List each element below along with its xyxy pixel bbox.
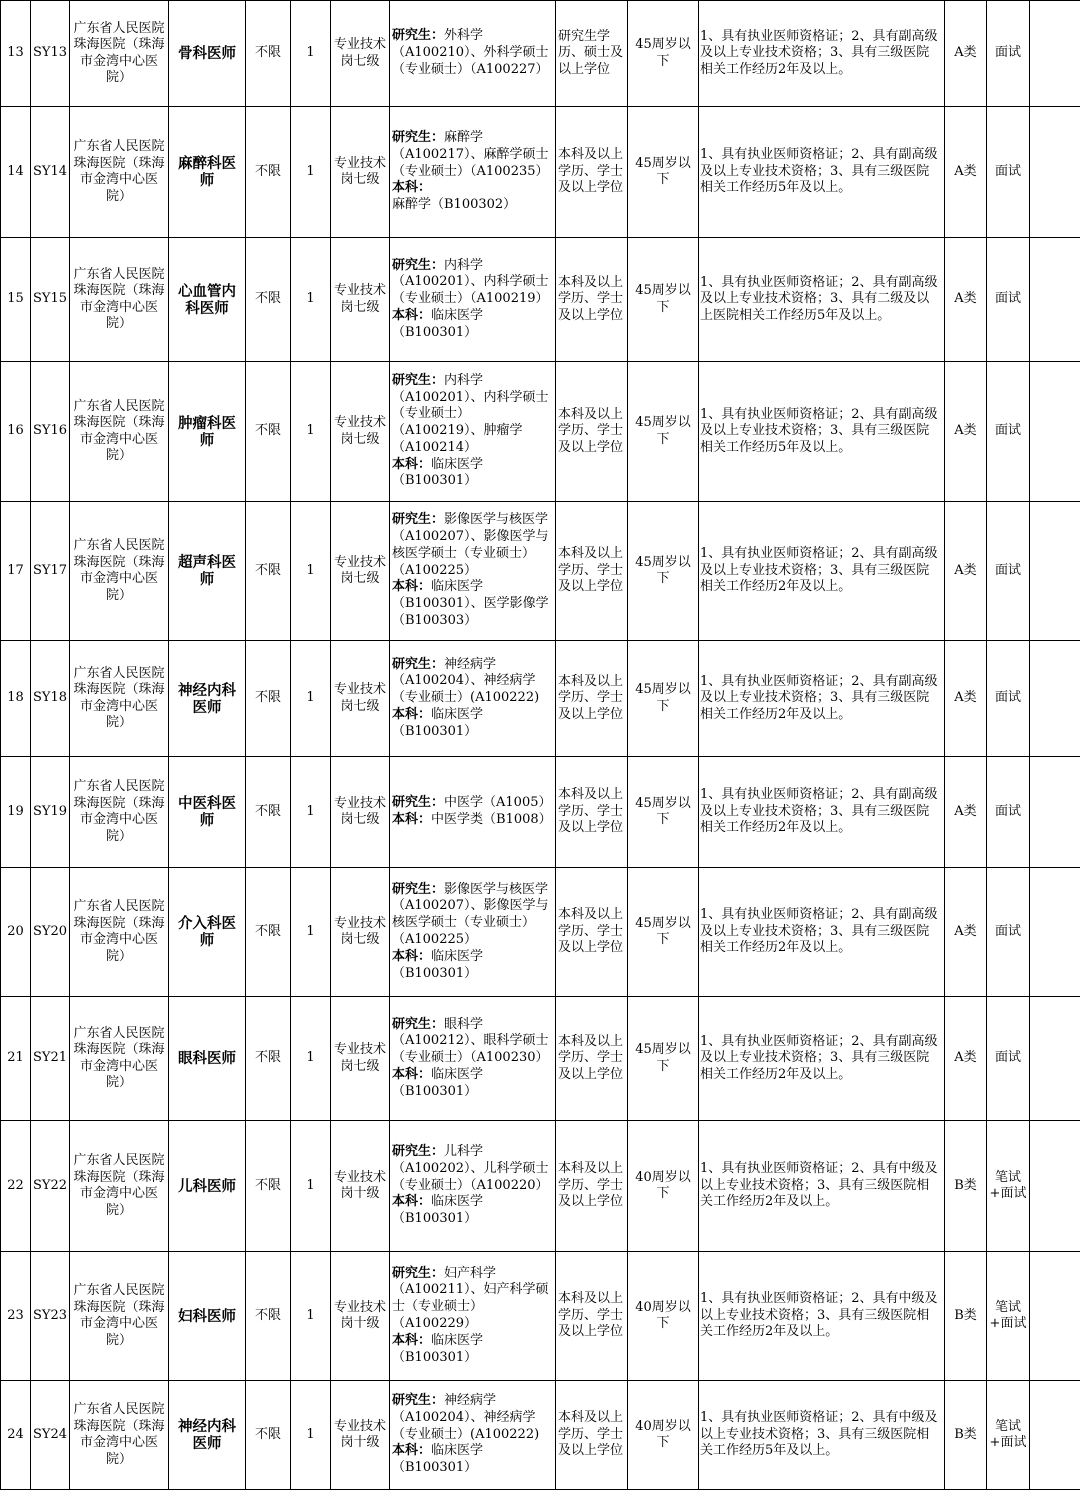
exam-method-cell: 面试 bbox=[987, 757, 1030, 868]
education-cell: 本科及以上学历、学士及以上学位 bbox=[556, 997, 628, 1121]
education-cell: 本科及以上学历、学士及以上学位 bbox=[556, 362, 628, 502]
other-requirements-cell bbox=[699, 1252, 945, 1381]
education-cell: 本科及以上学历、学士及以上学位 bbox=[556, 641, 628, 757]
table-body bbox=[1, 1, 1080, 1490]
requirement-line: 1、具有执业医师资格证； bbox=[700, 1410, 851, 1425]
requirement-line: 3、具有三级医院相关工作经历2年及以上。 bbox=[700, 563, 929, 595]
major-list-text: 临床医学（B100301） bbox=[392, 308, 483, 340]
employer-cell: 广东省人民医院珠海医院（珠海市金湾中心医院） bbox=[70, 997, 169, 1121]
degree-level-label: 研究生： bbox=[392, 1266, 444, 1281]
age-limit-cell: 45周岁以下 bbox=[628, 362, 699, 502]
degree-level-label: 研究生： bbox=[392, 130, 444, 145]
table-row bbox=[1, 1, 1080, 107]
education-cell: 本科及以上学历、学士及以上学位 bbox=[556, 238, 628, 362]
age-limit-cell: 45周岁以下 bbox=[628, 641, 699, 757]
age-limit-cell: 45周岁以下 bbox=[628, 502, 699, 641]
table-row bbox=[1, 1121, 1080, 1252]
degree-level-label: 研究生： bbox=[392, 795, 444, 810]
major-list-text: 眼科学（A100212）、眼科学硕士（专业硕士）（A100230） bbox=[392, 1017, 549, 1066]
education-cell: 本科及以上学历、学士及以上学位 bbox=[556, 757, 628, 868]
headcount-cell: 1 bbox=[291, 1381, 331, 1490]
row-number-cell: 24 bbox=[1, 1381, 31, 1490]
degree-level-label: 本科： bbox=[392, 707, 431, 722]
position-code-cell: SY21 bbox=[31, 997, 70, 1121]
row-number-cell: 21 bbox=[1, 997, 31, 1121]
requirement-line: 2、具有副高级及以上专业技术资格； bbox=[700, 787, 938, 819]
requirement-line: 1、具有执业医师资格证； bbox=[700, 674, 851, 689]
education-cell: 本科及以上学历、学士及以上学位 bbox=[556, 107, 628, 238]
exam-category-cell: A类 bbox=[945, 238, 987, 362]
major-list-text: 影像医学与核医学（A100207）、影像医学与核医学硕士（专业硕士）（A100225） bbox=[392, 882, 549, 947]
exam-category-cell: A类 bbox=[945, 1, 987, 107]
exam-method-cell: 面试 bbox=[987, 238, 1030, 362]
headcount-cell: 1 bbox=[291, 868, 331, 997]
remarks-cell bbox=[1030, 502, 1080, 641]
gender-cell: 不限 bbox=[246, 238, 291, 362]
exam-category-cell: A类 bbox=[945, 502, 987, 641]
other-requirements-cell bbox=[699, 757, 945, 868]
requirement-line: 2、具有副高级及以上专业技术资格； bbox=[700, 674, 938, 706]
remarks-cell bbox=[1030, 1252, 1080, 1381]
requirement-line: 3、具有三级医院相关工作经历5年及以上。 bbox=[700, 1427, 929, 1459]
requirement-line: 3、具有三级医院相关工作经历2年及以上。 bbox=[700, 1178, 929, 1210]
requirement-line: 3、具有三级医院相关工作经历2年及以上。 bbox=[700, 804, 929, 836]
requirement-line: 2、具有副高级及以上专业技术资格； bbox=[700, 407, 938, 439]
requirement-line: 3、具有三级医院相关工作经历2年及以上。 bbox=[700, 924, 929, 956]
exam-category-cell: A类 bbox=[945, 997, 987, 1121]
major-list-text: 麻醉学（A100217）、麻醉学硕士（专业硕士）（A100235） bbox=[392, 130, 549, 179]
requirement-line: 2、具有中级及以上专业技术资格； bbox=[700, 1161, 938, 1193]
remarks-cell bbox=[1030, 1, 1080, 107]
employer-cell: 广东省人民医院珠海医院（珠海市金湾中心医院） bbox=[70, 1, 169, 107]
position-name-cell: 中医科医师 bbox=[169, 757, 246, 868]
degree-level-label: 本科： bbox=[392, 1443, 431, 1458]
requirement-line: 3、具有三级医院相关工作经历2年及以上。 bbox=[700, 45, 929, 77]
row-number-cell: 20 bbox=[1, 868, 31, 997]
remarks-cell bbox=[1030, 362, 1080, 502]
requirement-line: 3、具有三级医院相关工作经历2年及以上。 bbox=[700, 1308, 929, 1340]
major-requirement-cell bbox=[390, 997, 556, 1121]
degree-level-label: 本科： bbox=[392, 1194, 431, 1209]
remarks-cell bbox=[1030, 1121, 1080, 1252]
gender-cell: 不限 bbox=[246, 757, 291, 868]
major-list-text: 临床医学（B100301） bbox=[392, 1333, 483, 1365]
major-list-text: 临床医学（B100301） bbox=[392, 707, 483, 739]
other-requirements-cell bbox=[699, 1381, 945, 1490]
education-cell: 本科及以上学历、学士及以上学位 bbox=[556, 1252, 628, 1381]
position-code-cell: SY15 bbox=[31, 238, 70, 362]
position-name-cell: 超声科医师 bbox=[169, 502, 246, 641]
degree-level-label: 研究生： bbox=[392, 657, 444, 672]
post-level-cell: 专业技术岗七级 bbox=[331, 107, 390, 238]
requirement-line: 1、具有执业医师资格证； bbox=[700, 147, 851, 162]
major-list-text: 外科学（A100210）、外科学硕士（专业硕士）（A100227） bbox=[392, 28, 549, 77]
position-name-cell: 儿科医师 bbox=[169, 1121, 246, 1252]
employer-cell: 广东省人民医院珠海医院（珠海市金湾中心医院） bbox=[70, 502, 169, 641]
position-name-cell: 神经内科医师 bbox=[169, 641, 246, 757]
requirement-line: 1、具有执业医师资格证； bbox=[700, 1161, 851, 1176]
position-name-cell: 神经内科医师 bbox=[169, 1381, 246, 1490]
exam-category-cell: A类 bbox=[945, 362, 987, 502]
requirement-line: 2、具有副高级及以上专业技术资格； bbox=[700, 1034, 938, 1066]
major-requirement-cell bbox=[390, 1, 556, 107]
major-requirement-cell bbox=[390, 1252, 556, 1381]
exam-category-cell: B类 bbox=[945, 1252, 987, 1381]
other-requirements-cell bbox=[699, 997, 945, 1121]
gender-cell: 不限 bbox=[246, 868, 291, 997]
employer-cell: 广东省人民医院珠海医院（珠海市金湾中心医院） bbox=[70, 362, 169, 502]
row-number-cell: 19 bbox=[1, 757, 31, 868]
headcount-cell: 1 bbox=[291, 502, 331, 641]
age-limit-cell: 45周岁以下 bbox=[628, 1, 699, 107]
degree-level-label: 研究生： bbox=[392, 258, 444, 273]
row-number-cell: 13 bbox=[1, 1, 31, 107]
degree-level-label: 本科： bbox=[392, 1333, 431, 1348]
exam-category-cell: B类 bbox=[945, 1121, 987, 1252]
requirement-line: 2、具有副高级及以上专业技术资格； bbox=[700, 546, 938, 578]
major-requirement-cell bbox=[390, 868, 556, 997]
degree-level-label: 本科： bbox=[392, 1067, 431, 1082]
headcount-cell: 1 bbox=[291, 997, 331, 1121]
major-list-text: 麻醉学（B100302） bbox=[392, 197, 516, 212]
requirement-line: 2、具有中级及以上专业技术资格； bbox=[700, 1410, 938, 1442]
degree-level-label: 本科： bbox=[392, 579, 431, 594]
requirement-line: 2、具有副高级及以上专业技术资格； bbox=[700, 147, 938, 179]
requirement-line: 2、具有副高级及以上专业技术资格； bbox=[700, 29, 938, 61]
position-name-cell: 麻醉科医师 bbox=[169, 107, 246, 238]
degree-level-label: 研究生： bbox=[392, 28, 444, 43]
major-requirement-cell bbox=[390, 641, 556, 757]
exam-method-cell: 面试 bbox=[987, 997, 1030, 1121]
row-number-cell: 23 bbox=[1, 1252, 31, 1381]
age-limit-cell: 40周岁以下 bbox=[628, 1252, 699, 1381]
major-requirement-cell bbox=[390, 362, 556, 502]
education-cell: 本科及以上学历、学士及以上学位 bbox=[556, 502, 628, 641]
post-level-cell: 专业技术岗七级 bbox=[331, 641, 390, 757]
exam-method-cell: 笔试+面试 bbox=[987, 1252, 1030, 1381]
degree-level-label: 研究生： bbox=[392, 1017, 444, 1032]
degree-level-label: 本科： bbox=[392, 180, 431, 195]
employer-cell: 广东省人民医院珠海医院（珠海市金湾中心医院） bbox=[70, 1252, 169, 1381]
requirement-line: 2、具有副高级及以上专业技术资格； bbox=[700, 907, 938, 939]
post-level-cell: 专业技术岗七级 bbox=[331, 362, 390, 502]
headcount-cell: 1 bbox=[291, 1121, 331, 1252]
requirement-line: 1、具有执业医师资格证； bbox=[700, 787, 851, 802]
post-level-cell: 专业技术岗十级 bbox=[331, 1252, 390, 1381]
employer-cell: 广东省人民医院珠海医院（珠海市金湾中心医院） bbox=[70, 868, 169, 997]
exam-method-cell: 笔试+面试 bbox=[987, 1381, 1030, 1490]
position-name-cell: 骨科医师 bbox=[169, 1, 246, 107]
major-list-text: 中医学（A1005） bbox=[444, 795, 551, 810]
position-code-cell: SY19 bbox=[31, 757, 70, 868]
row-number-cell: 18 bbox=[1, 641, 31, 757]
major-list-text: 临床医学（B100301） bbox=[392, 457, 483, 489]
position-code-cell: SY22 bbox=[31, 1121, 70, 1252]
other-requirements-cell bbox=[699, 107, 945, 238]
post-level-cell: 专业技术岗十级 bbox=[331, 1121, 390, 1252]
requirement-line: 1、具有执业医师资格证； bbox=[700, 546, 851, 561]
table-row bbox=[1, 868, 1080, 997]
employer-cell: 广东省人民医院珠海医院（珠海市金湾中心医院） bbox=[70, 107, 169, 238]
major-requirement-cell bbox=[390, 1121, 556, 1252]
other-requirements-cell bbox=[699, 362, 945, 502]
other-requirements-cell bbox=[699, 641, 945, 757]
position-name-cell: 妇科医师 bbox=[169, 1252, 246, 1381]
education-cell: 本科及以上学历、学士及以上学位 bbox=[556, 868, 628, 997]
major-list-text: 影像医学与核医学（A100207）、影像医学与核医学硕士（专业硕士）（A100225） bbox=[392, 512, 549, 577]
requirement-line: 2、具有副高级及以上专业技术资格； bbox=[700, 275, 938, 307]
employer-cell: 广东省人民医院珠海医院（珠海市金湾中心医院） bbox=[70, 1381, 169, 1490]
degree-level-label: 研究生： bbox=[392, 1144, 444, 1159]
exam-method-cell: 笔试+面试 bbox=[987, 1121, 1030, 1252]
position-code-cell: SY14 bbox=[31, 107, 70, 238]
degree-level-label: 研究生： bbox=[392, 1393, 444, 1408]
gender-cell: 不限 bbox=[246, 1, 291, 107]
position-name-cell: 眼科医师 bbox=[169, 997, 246, 1121]
position-code-cell: SY20 bbox=[31, 868, 70, 997]
table-row bbox=[1, 362, 1080, 502]
major-list-text: 临床医学（B100301） bbox=[392, 949, 483, 981]
other-requirements-cell bbox=[699, 238, 945, 362]
major-list-text: 临床医学（B100301） bbox=[392, 1443, 483, 1475]
education-cell: 本科及以上学历、学士及以上学位 bbox=[556, 1381, 628, 1490]
employer-cell: 广东省人民医院珠海医院（珠海市金湾中心医院） bbox=[70, 238, 169, 362]
major-list-text: 内科学（A100201）、内科学硕士（专业硕士）（A100219） bbox=[392, 258, 549, 307]
remarks-cell bbox=[1030, 238, 1080, 362]
table-row bbox=[1, 641, 1080, 757]
exam-method-cell: 面试 bbox=[987, 362, 1030, 502]
requirement-line: 3、具有三级医院相关工作经历2年及以上。 bbox=[700, 1050, 929, 1082]
headcount-cell: 1 bbox=[291, 238, 331, 362]
degree-level-label: 研究生： bbox=[392, 373, 444, 388]
education-cell: 研究生学历、硕士及以上学位 bbox=[556, 1, 628, 107]
major-requirement-cell bbox=[390, 757, 556, 868]
requirement-line: 1、具有执业医师资格证； bbox=[700, 1291, 851, 1306]
table-row bbox=[1, 1381, 1080, 1490]
remarks-cell bbox=[1030, 997, 1080, 1121]
age-limit-cell: 40周岁以下 bbox=[628, 1121, 699, 1252]
other-requirements-cell bbox=[699, 502, 945, 641]
remarks-cell bbox=[1030, 868, 1080, 997]
position-name-cell: 肿瘤科医师 bbox=[169, 362, 246, 502]
major-list-text: 神经病学（A100204）、神经病学（专业硕士）(A100222) bbox=[392, 657, 539, 706]
requirement-line: 1、具有执业医师资格证； bbox=[700, 275, 851, 290]
position-code-cell: SY16 bbox=[31, 362, 70, 502]
gender-cell: 不限 bbox=[246, 107, 291, 238]
headcount-cell: 1 bbox=[291, 641, 331, 757]
major-requirement-cell bbox=[390, 1381, 556, 1490]
post-level-cell: 专业技术岗七级 bbox=[331, 238, 390, 362]
requirement-line: 3、具有三级医院相关工作经历2年及以上。 bbox=[700, 690, 929, 722]
age-limit-cell: 45周岁以下 bbox=[628, 868, 699, 997]
age-limit-cell: 45周岁以下 bbox=[628, 997, 699, 1121]
headcount-cell: 1 bbox=[291, 1252, 331, 1381]
major-list-text: 临床医学（B100301）、医学影像学（B100303） bbox=[392, 579, 549, 628]
education-cell: 本科及以上学历、学士及以上学位 bbox=[556, 1121, 628, 1252]
degree-level-label: 本科： bbox=[392, 457, 431, 472]
post-level-cell: 专业技术岗七级 bbox=[331, 997, 390, 1121]
major-requirement-cell bbox=[390, 238, 556, 362]
row-number-cell: 22 bbox=[1, 1121, 31, 1252]
exam-category-cell: A类 bbox=[945, 868, 987, 997]
gender-cell: 不限 bbox=[246, 997, 291, 1121]
row-number-cell: 14 bbox=[1, 107, 31, 238]
headcount-cell: 1 bbox=[291, 362, 331, 502]
major-list-text: 内科学（A100201）、内科学硕士（专业硕士）（A100219）、肿瘤学（A100214） bbox=[392, 373, 549, 455]
major-list-text: 临床医学（B100301） bbox=[392, 1067, 483, 1099]
gender-cell: 不限 bbox=[246, 1121, 291, 1252]
row-number-cell: 15 bbox=[1, 238, 31, 362]
gender-cell: 不限 bbox=[246, 362, 291, 502]
requirement-line: 3、具有二级及以上医院相关工作经历5年及以上。 bbox=[700, 291, 929, 323]
major-requirement-cell bbox=[390, 502, 556, 641]
gender-cell: 不限 bbox=[246, 1252, 291, 1381]
position-code-cell: SY17 bbox=[31, 502, 70, 641]
major-list-text: 临床医学（B100301） bbox=[392, 1194, 483, 1226]
major-list-text: 妇产科学（A100211）、妇产科学硕士（专业硕士）（A100229） bbox=[392, 1266, 549, 1331]
requirement-line: 1、具有执业医师资格证； bbox=[700, 907, 851, 922]
requirement-line: 2、具有中级及以上专业技术资格； bbox=[700, 1291, 938, 1323]
other-requirements-cell bbox=[699, 1, 945, 107]
employer-cell: 广东省人民医院珠海医院（珠海市金湾中心医院） bbox=[70, 1121, 169, 1252]
exam-method-cell: 面试 bbox=[987, 502, 1030, 641]
post-level-cell: 专业技术岗七级 bbox=[331, 757, 390, 868]
major-requirement-cell bbox=[390, 107, 556, 238]
table-row bbox=[1, 238, 1080, 362]
gender-cell: 不限 bbox=[246, 502, 291, 641]
position-name-cell: 介入科医师 bbox=[169, 868, 246, 997]
exam-category-cell: A类 bbox=[945, 641, 987, 757]
remarks-cell bbox=[1030, 641, 1080, 757]
position-code-cell: SY18 bbox=[31, 641, 70, 757]
position-code-cell: SY23 bbox=[31, 1252, 70, 1381]
exam-category-cell: A类 bbox=[945, 757, 987, 868]
table-row bbox=[1, 502, 1080, 641]
exam-category-cell: B类 bbox=[945, 1381, 987, 1490]
remarks-cell bbox=[1030, 757, 1080, 868]
exam-method-cell: 面试 bbox=[987, 107, 1030, 238]
post-level-cell: 专业技术岗七级 bbox=[331, 1, 390, 107]
row-number-cell: 16 bbox=[1, 362, 31, 502]
other-requirements-cell bbox=[699, 868, 945, 997]
employer-cell: 广东省人民医院珠海医院（珠海市金湾中心医院） bbox=[70, 757, 169, 868]
degree-level-label: 本科： bbox=[392, 308, 431, 323]
gender-cell: 不限 bbox=[246, 1381, 291, 1490]
major-list-text: 中医学类（B1008） bbox=[431, 812, 552, 827]
employer-cell: 广东省人民医院珠海医院（珠海市金湾中心医院） bbox=[70, 641, 169, 757]
post-level-cell: 专业技术岗七级 bbox=[331, 502, 390, 641]
age-limit-cell: 45周岁以下 bbox=[628, 107, 699, 238]
exam-method-cell: 面试 bbox=[987, 1, 1030, 107]
requirement-line: 3、具有三级医院相关工作经历5年及以上。 bbox=[700, 423, 929, 455]
row-number-cell: 17 bbox=[1, 502, 31, 641]
table-row bbox=[1, 107, 1080, 238]
position-code-cell: SY24 bbox=[31, 1381, 70, 1490]
exam-category-cell: A类 bbox=[945, 107, 987, 238]
remarks-cell bbox=[1030, 107, 1080, 238]
age-limit-cell: 40周岁以下 bbox=[628, 1381, 699, 1490]
post-level-cell: 专业技术岗十级 bbox=[331, 1381, 390, 1490]
degree-level-label: 本科： bbox=[392, 949, 431, 964]
headcount-cell: 1 bbox=[291, 1, 331, 107]
gender-cell: 不限 bbox=[246, 641, 291, 757]
requirement-line: 1、具有执业医师资格证； bbox=[700, 29, 851, 44]
post-level-cell: 专业技术岗七级 bbox=[331, 868, 390, 997]
remarks-cell bbox=[1030, 1381, 1080, 1490]
table-row bbox=[1, 757, 1080, 868]
position-code-cell: SY13 bbox=[31, 1, 70, 107]
requirement-line: 1、具有执业医师资格证； bbox=[700, 1034, 851, 1049]
position-name-cell: 心血管内科医师 bbox=[169, 238, 246, 362]
requirement-line: 1、具有执业医师资格证； bbox=[700, 407, 851, 422]
table-row bbox=[1, 1252, 1080, 1381]
major-list-text: 儿科学（A100202）、儿科学硕士（专业硕士）（A100220） bbox=[392, 1144, 549, 1193]
degree-level-label: 本科： bbox=[392, 812, 431, 827]
age-limit-cell: 45周岁以下 bbox=[628, 238, 699, 362]
headcount-cell: 1 bbox=[291, 757, 331, 868]
requirement-line: 3、具有三级医院相关工作经历5年及以上。 bbox=[700, 164, 929, 196]
degree-level-label: 研究生： bbox=[392, 882, 444, 897]
major-list-text: 神经病学（A100204）、神经病学（专业硕士）(A100222) bbox=[392, 1393, 539, 1442]
age-limit-cell: 45周岁以下 bbox=[628, 757, 699, 868]
headcount-cell: 1 bbox=[291, 107, 331, 238]
table-row bbox=[1, 997, 1080, 1121]
other-requirements-cell bbox=[699, 1121, 945, 1252]
exam-method-cell: 面试 bbox=[987, 641, 1030, 757]
exam-method-cell: 面试 bbox=[987, 868, 1030, 997]
degree-level-label: 研究生： bbox=[392, 512, 444, 527]
